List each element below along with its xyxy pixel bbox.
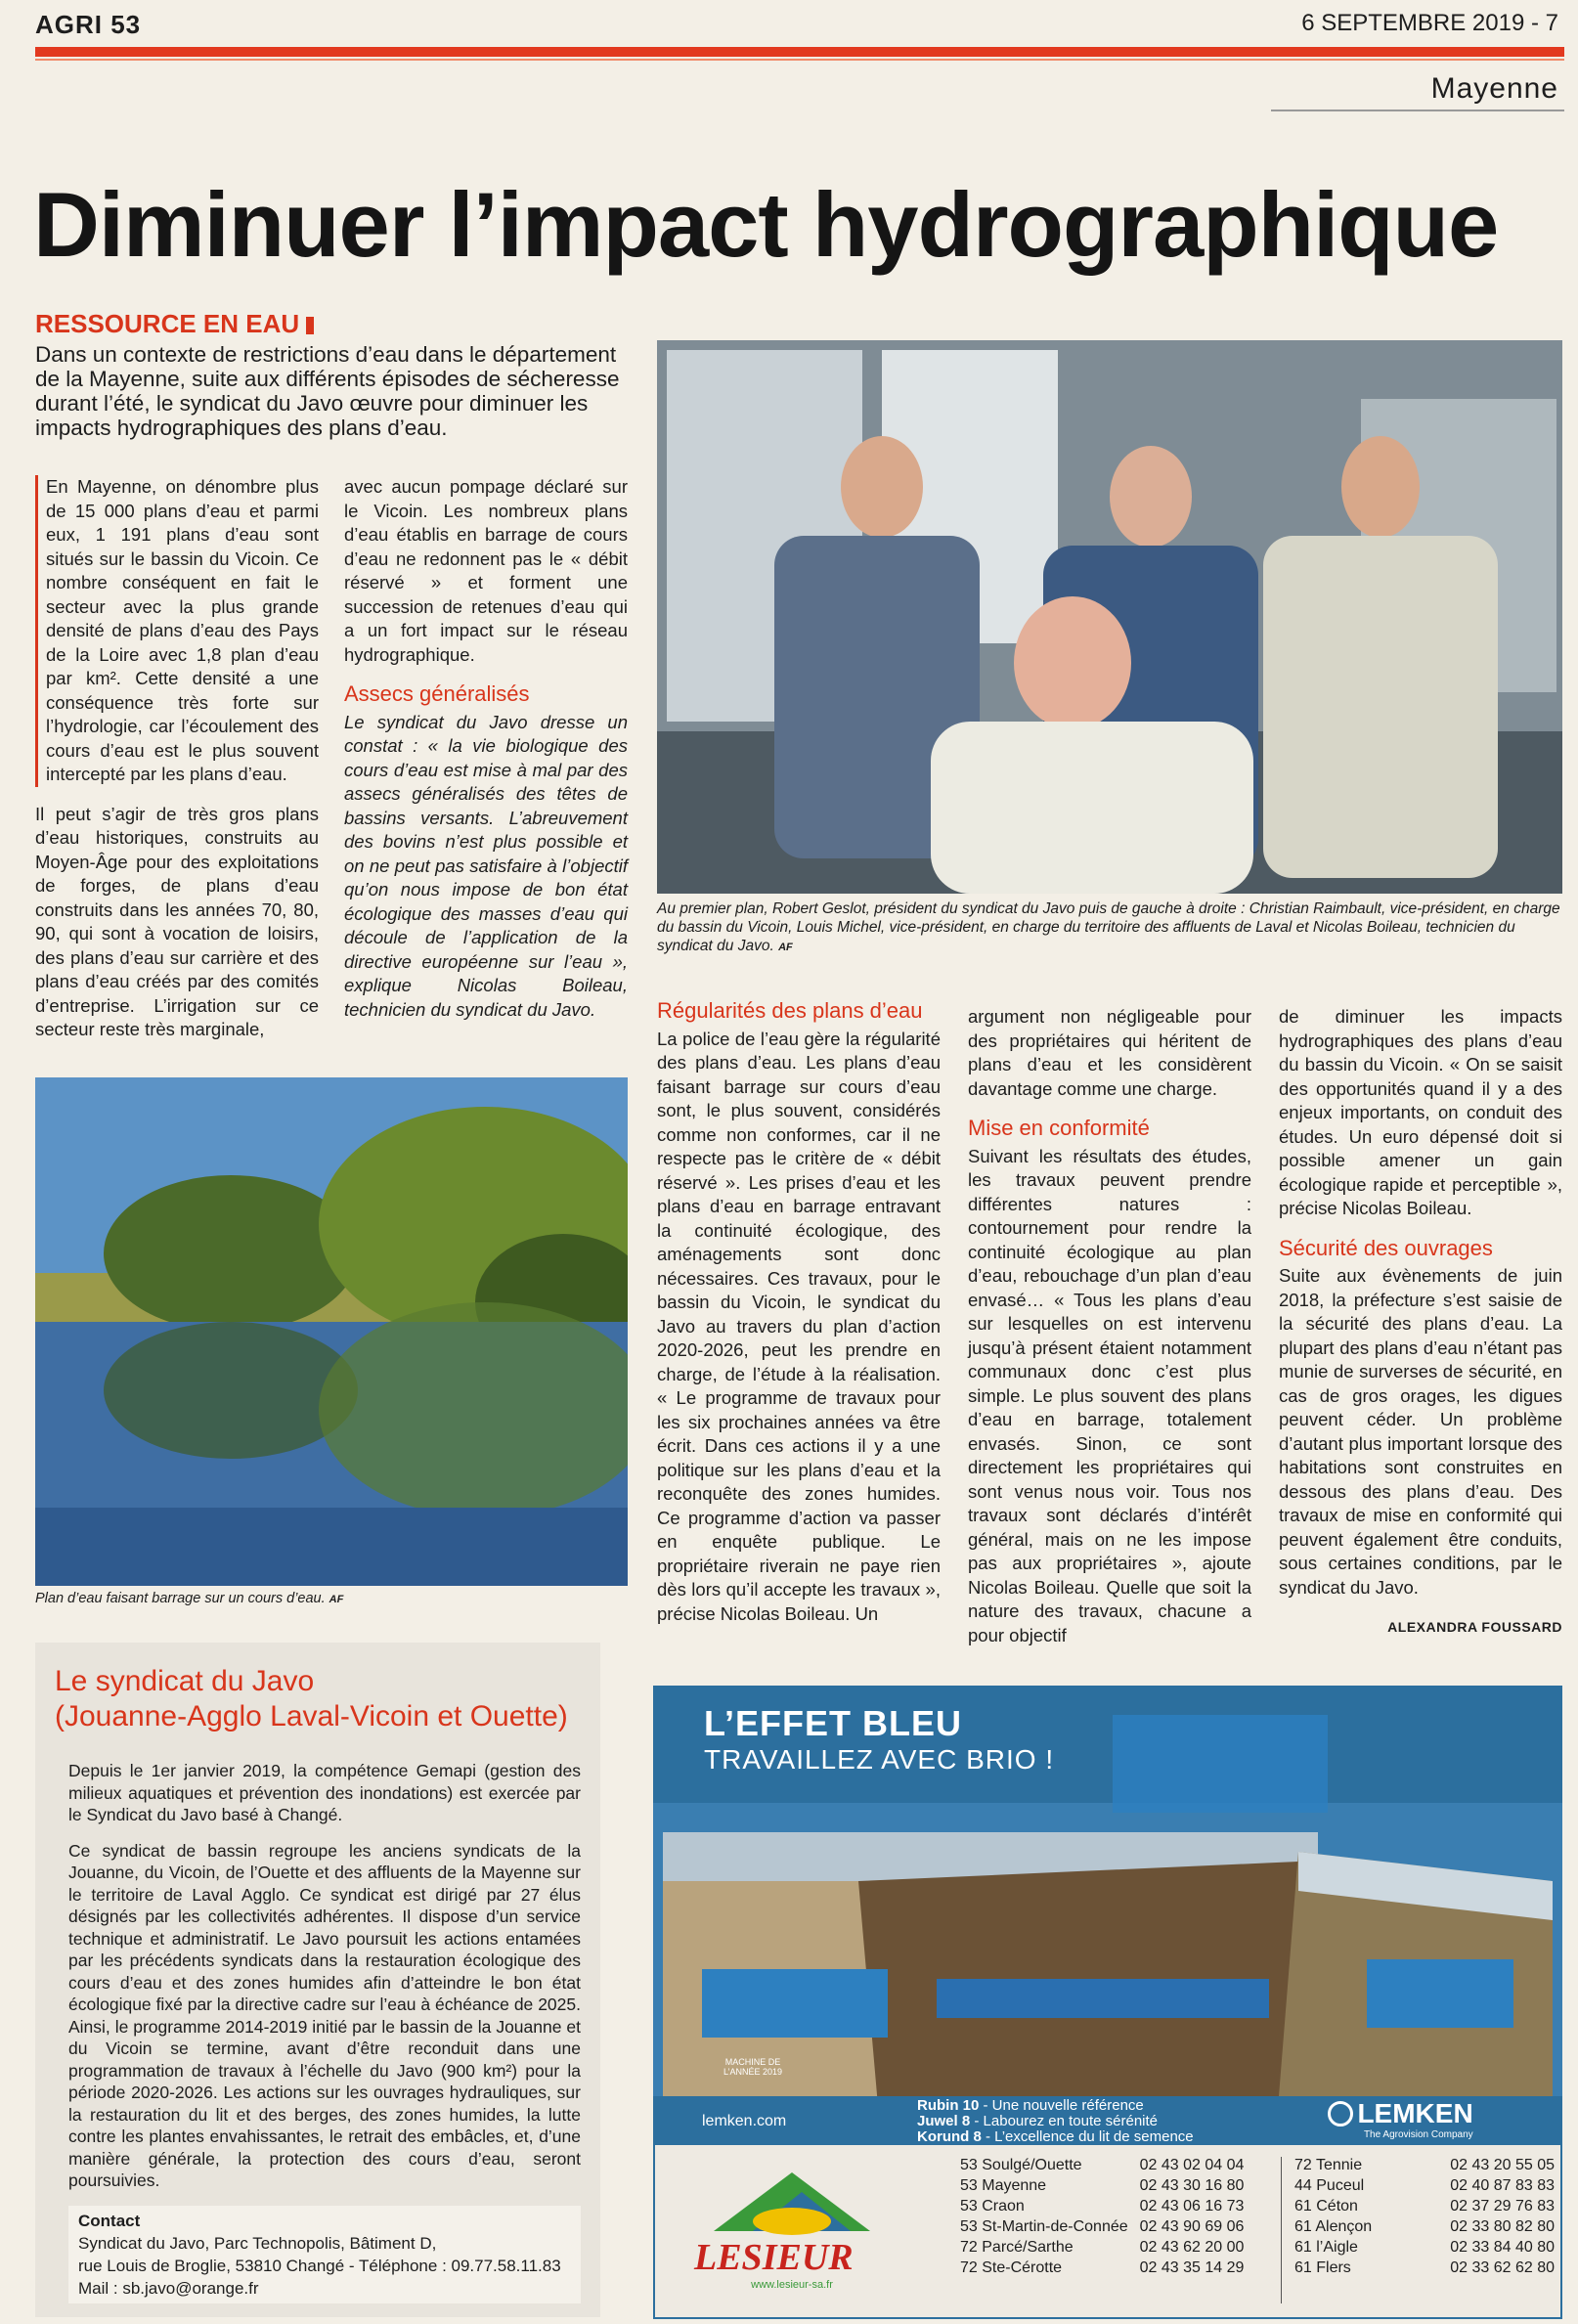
dealer-town: 53 Craon — [960, 2198, 1025, 2214]
dealer-row — [1289, 2155, 1560, 2175]
column-4 — [968, 1005, 1251, 1663]
dealer-phone: 02 43 90 69 06 — [1139, 2218, 1245, 2235]
box-title-2: (Jouanne-Agglo Laval-Vicoin et Ouette) — [55, 1700, 568, 1732]
col2-para2: Le syndicat du Javo dresse un constat : « la vie biologique des cours d’eau est mise à mal par des assecs généralisés des têtes de bassins versants. L’abreuvement des bovins n’est plus possible et on ne peut pas satisfaire à l’objectif qu’on nous impose de bon état écologique des masses d’eau qui découle de l’application de la directive européenne sur l’eau », explique Nicolas Boileau, technicien du syndicat du Javo. — [344, 711, 628, 1020]
dealer-phone: 02 33 84 40 80 — [1450, 2239, 1555, 2256]
ad-headline2: TRAVAILLEZ AVEC BRIO ! — [704, 1744, 1055, 1775]
product-3-name: Korund 8 — [917, 2128, 982, 2143]
dealer-phone: 02 43 30 16 80 — [1139, 2177, 1245, 2194]
dealers-table-right — [1289, 2155, 1560, 2278]
col2-para1: avec aucun pompage déclaré sur le Vicoin. Les nombreux plans d’eau établis en barrage de cours d’eau ne redonnent pas le « débit réservé » et forment une succession de retenues d’eau qui a un fort impact sur le réseau hydrographique. — [344, 476, 628, 665]
photo1-caption — [657, 899, 1562, 957]
dealer-phone: 02 43 02 04 04 — [1139, 2157, 1245, 2173]
dealer-row — [1289, 2237, 1560, 2258]
ad-website: lemken.com — [702, 2113, 787, 2129]
dealer-phone: 02 37 29 76 83 — [1450, 2198, 1555, 2214]
photo1-credit: AF — [778, 942, 793, 953]
kicker-square-icon — [306, 317, 314, 334]
info-box-syndicat — [35, 1643, 600, 2317]
column-1 — [35, 475, 319, 1058]
dealer-phone: 02 40 87 83 83 — [1450, 2177, 1555, 2194]
ad-lemken — [653, 1686, 1562, 2143]
section-name: Mayenne — [1430, 72, 1558, 105]
dealer-row — [954, 2155, 1249, 2175]
photo2-caption — [35, 1590, 628, 1609]
ad-brand-logo — [1328, 2098, 1473, 2140]
photo2-credit: AF — [329, 1594, 344, 1605]
portrait-illustration — [657, 340, 1562, 894]
photo-team-portrait — [657, 340, 1562, 894]
pond-illustration — [35, 1077, 628, 1586]
dealer-town: 72 Parcé/Sarthe — [960, 2239, 1074, 2256]
box-title-1: Le syndicat du Javo — [55, 1665, 315, 1697]
dealer-phone: 02 43 62 20 00 — [1139, 2239, 1245, 2256]
dealer-phone: 02 43 35 14 29 — [1139, 2259, 1245, 2276]
article-title: Diminuer l’impact hydrographique — [33, 173, 1499, 276]
dealer-phone: 02 43 06 16 73 — [1139, 2198, 1245, 2214]
dealer-row — [954, 2175, 1249, 2196]
product-3-desc: - L’excellence du lit de semence — [986, 2128, 1194, 2143]
dealer-town: 72 Ste-Cérotte — [960, 2259, 1063, 2276]
col4-para1: argument non négligeable pour des propriétaires qui héritent de plans d’eau et les considèrent davantage comme une charge. — [968, 1006, 1251, 1099]
dealer-row — [1289, 2196, 1560, 2216]
contact-label: Contact — [78, 2211, 141, 2230]
brand-mark-icon — [1328, 2101, 1353, 2127]
col1-para1: En Mayenne, on dénombre plus de 15 000 plans d’eau et parmi eux, 1 191 plans d’eau sont situés sur le bassin du Vicoin. Ce nombre conséquent en fait le secteur avec la plus grande densité de plans d’eau des Pays de la Loire avec 1,8 plan d’eau par km². Cette densité a une conséquence très forte sur l’hydrologie, car l’écoulement des cours d’eau est le plus souvent intercepté par les plans d’eau. — [35, 475, 319, 787]
dealer-town: 61 Alençon — [1294, 2218, 1373, 2235]
subhead-mise-en-conformite: Mise en conformité — [968, 1116, 1150, 1140]
dealer-logo — [694, 2163, 890, 2300]
date-page: 6 SEPTEMBRE 2019 - 7 — [1301, 10, 1558, 36]
product-2 — [917, 2114, 1194, 2129]
article-standfirst: Dans un contexte de restrictions d’eau dans le département de la Mayenne, suite aux différents épisodes de sécheresse durant l’été, le syndicat du Javo œuvre pour diminuer les impacts hydrographiques des plans d’eau. — [35, 342, 620, 440]
photo2-caption-text: Plan d’eau faisant barrage sur un cours d’eau. — [35, 1591, 326, 1606]
box-contact — [68, 2206, 581, 2303]
ad-brand-tagline: The Agrovision Company — [1363, 2129, 1473, 2140]
ad-badge: MACHINE DE L’ANNÉE 2019 — [723, 2057, 783, 2077]
product-1 — [917, 2098, 1194, 2114]
column-2 — [344, 475, 628, 1037]
col5-para2: Suite aux évènements de juin 2018, la préfecture s’est saisie de la sécurité des plans d’eau. La plupart des plans d’eau n’étant pas munie de surverses de sécurité, en cas de gros orages, les digues peuvent céder. Un problème d’autant plus important lorsque des habitations sont construites en dessous des plans d’eau. Des travaux de mise en conformité qui peuvent également être conduits, sous certaines conditions, par le syndicat du Javo. — [1279, 1265, 1562, 1598]
header-rule — [35, 47, 1564, 57]
dealer-website: www.lesieur-sa.fr — [751, 2279, 833, 2291]
article-signature: ALEXANDRA FOUSSARD — [1387, 1619, 1562, 1635]
col3-text: La police de l’eau gère la régularité des plans d’eau. Les plans d’eau faisant barrage sur cours d’eau sont, le plus souvent, considérés comme non conformes, car il ne respecte pas le critère de « débit réservé ». Les prises d’eau et les plans d’eau en barrage entravant la continuité écologique, des aménagements sont donc nécessaires. Ces travaux, pour le bassin du Vicoin, le syndicat du Javo au travers du plan d’action 2020-2026, peut les prendre en charge, de l’étude à la réalisation. « Le programme de travaux pour les six prochaines années va être écrit. Dans ces actions il y a une politique sur les plans d’eau et la reconquête des zones humides. Ce programme d’action va passer en enquête publique. Le propriétaire riverain ne paye rien dès lors qu’il accepte les travaux », précise Nicolas Boileau. Un — [657, 1028, 941, 1624]
col1-para2: Il peut s’agir de très gros plans d’eau historiques, construits au Moyen-Âge pour des exploitations de forges, de plans d’eau construits dans les années 70, 80, 90, qui sont à vocation de loisirs, des plans d’eau sur carrière et des plans d’eau créés par des comités d’entreprise. L’irrigation sur ce secteur reste très marginale, — [35, 803, 319, 1039]
contact-line3: Mail : sb.javo@orange.fr — [78, 2278, 259, 2298]
header-rule-thin — [35, 59, 1564, 61]
dealer-town: 61 Flers — [1294, 2259, 1351, 2276]
ad-product-list — [917, 2098, 1194, 2143]
dealer-town: 53 St-Martin-de-Connée — [960, 2218, 1128, 2235]
dealer-row — [954, 2237, 1249, 2258]
dealer-town: 44 Puceul — [1294, 2177, 1365, 2194]
box-para2: Ce syndicat de bassin regroupe les anciens syndicats de la Jouanne, du Vicoin, de l’Ouette et des affluents de la Mayenne sur le territoire de Laval Agglo. Ce syndicat est dirigé par 27 élus désignés par les collectivités adhérentes. Il dispose d’un service technique et administratif. Le Javo poursuit les actions entamées par les précédents syndicats dans la restauration écologique des cours d’eau et des zones humides afin d’atteindre le bon état écologique fixé par la directive cadre sur l’eau à échéance de 2025. Ainsi, le programme 2014-2019 initié par le bassin de la Jouanne et du Vicoin se termine, avant d’être reconduit dans une programmation de travaux à l’échelle du Javo (900 km²) pour la période 2020-2026. Les actions sur les ouvrages hydrauliques, sur la restauration du lit et des berges, des zones humides, la lutte contre les plantes envahissantes, le retrait des embâcles, et, d’une manière générale, la protection des cours d’eau, seront poursuivies. — [68, 1840, 581, 2190]
box-body — [55, 1760, 581, 2192]
dealer-row — [1289, 2258, 1560, 2278]
subhead-securite: Sécurité des ouvrages — [1279, 1235, 1493, 1260]
dealers-table-left — [954, 2155, 1249, 2278]
dealer-row — [954, 2216, 1249, 2237]
subhead-regularites: Régularités des plans d’eau — [657, 998, 923, 1023]
dealer-town: 72 Tennie — [1294, 2157, 1363, 2173]
dealer-row — [954, 2258, 1249, 2278]
publication-name: AGRI 53 — [35, 10, 142, 39]
photo1-caption-text: Au premier plan, Robert Geslot, président du syndicat du Javo puis de gauche à droite : Christian Raimbault, vice-président, en charge du bassin du Vicoin, Louis Michel, vice-président, en charge du territoire des affluents de Laval et Nicolas Boileau, technicien du syndicat du Javo. — [657, 900, 1560, 954]
dealer-brand-name: LESIEUR — [694, 2237, 854, 2278]
ad-brand-name: LEMKEN — [1357, 2098, 1473, 2128]
dealer-phone: 02 33 80 82 80 — [1450, 2218, 1555, 2235]
product-1-desc: - Une nouvelle référence — [983, 2097, 1144, 2114]
contact-line2: rue Louis de Broglie, 53810 Changé - Téléphone : 09.77.58.11.83 — [78, 2256, 561, 2275]
dealer-row — [1289, 2216, 1560, 2237]
section-divider — [1271, 110, 1564, 111]
col4-para2: Suivant les résultats des études, les travaux peuvent prendre différentes natures : contournement pour rendre la continuité écologique au plan d’eau, rebouchage d’un plan d’eau envasé… « Tous les plans d’eau sur lesquelles on est intervenu jusqu’à présent étaient notamment communaux donc c’est plus simple. Le plus souvent des plans d’eau en barrage, totalement envasés. Sinon, ce sont directement les propriétaires qui sont venus nous voir. Tous nos travaux sont déclarés d’intérêt général, mais on ne les impose pas aux propriétaires », ajoute Nicolas Boileau. Quelle que soit la nature des travaux, chacune a pour objectif — [968, 1145, 1251, 1645]
product-3 — [917, 2129, 1194, 2143]
dealer-town: 61 l’Aigle — [1294, 2239, 1358, 2256]
box-para1: Depuis le 1er janvier 2019, la compétence Gemapi (gestion des milieux aquatiques et prévention des inondations) est exercée par le Syndicat du Javo basé à Changé. — [68, 1761, 581, 1824]
dealer-phone: 02 43 20 55 05 — [1450, 2157, 1555, 2173]
dealer-phone: 02 33 62 62 80 — [1450, 2259, 1555, 2276]
dealers-divider — [1281, 2157, 1282, 2303]
dealer-town: 53 Mayenne — [960, 2177, 1047, 2194]
column-5 — [1279, 1005, 1562, 1640]
column-3 — [657, 999, 941, 1642]
dealer-town: 61 Céton — [1294, 2198, 1358, 2214]
ad-dealers — [653, 2143, 1562, 2319]
product-2-desc: - Labourez en toute sérénité — [974, 2113, 1158, 2129]
contact-line1: Syndicat du Javo, Parc Technopolis, Bâtiment D, — [78, 2233, 437, 2253]
lesieur-logo-icon — [694, 2163, 890, 2241]
article-kicker — [35, 309, 314, 339]
product-2-name: Juwel 8 — [917, 2113, 971, 2129]
photo-pond — [35, 1077, 628, 1586]
dealer-row — [954, 2196, 1249, 2216]
kicker-text: RESSOURCE EN EAU — [35, 309, 300, 338]
product-1-name: Rubin 10 — [917, 2097, 980, 2114]
dealer-row — [1289, 2175, 1560, 2196]
subhead-assecs: Assecs généralisés — [344, 681, 530, 706]
dealer-town: 53 Soulgé/Ouette — [960, 2157, 1082, 2173]
col5-para1: de diminuer les impacts hydrographiques des plans d’eau du bassin du Vicoin. « On se saisit des opportunités quand il y a des enjeux importants, on conduit des études. Un euro dépensé doit si possible amener un gain écologique rapide et perceptible », précise Nicolas Boileau. — [1279, 1006, 1562, 1218]
ad-headline1: L’EFFET BLEU — [704, 1703, 962, 1743]
